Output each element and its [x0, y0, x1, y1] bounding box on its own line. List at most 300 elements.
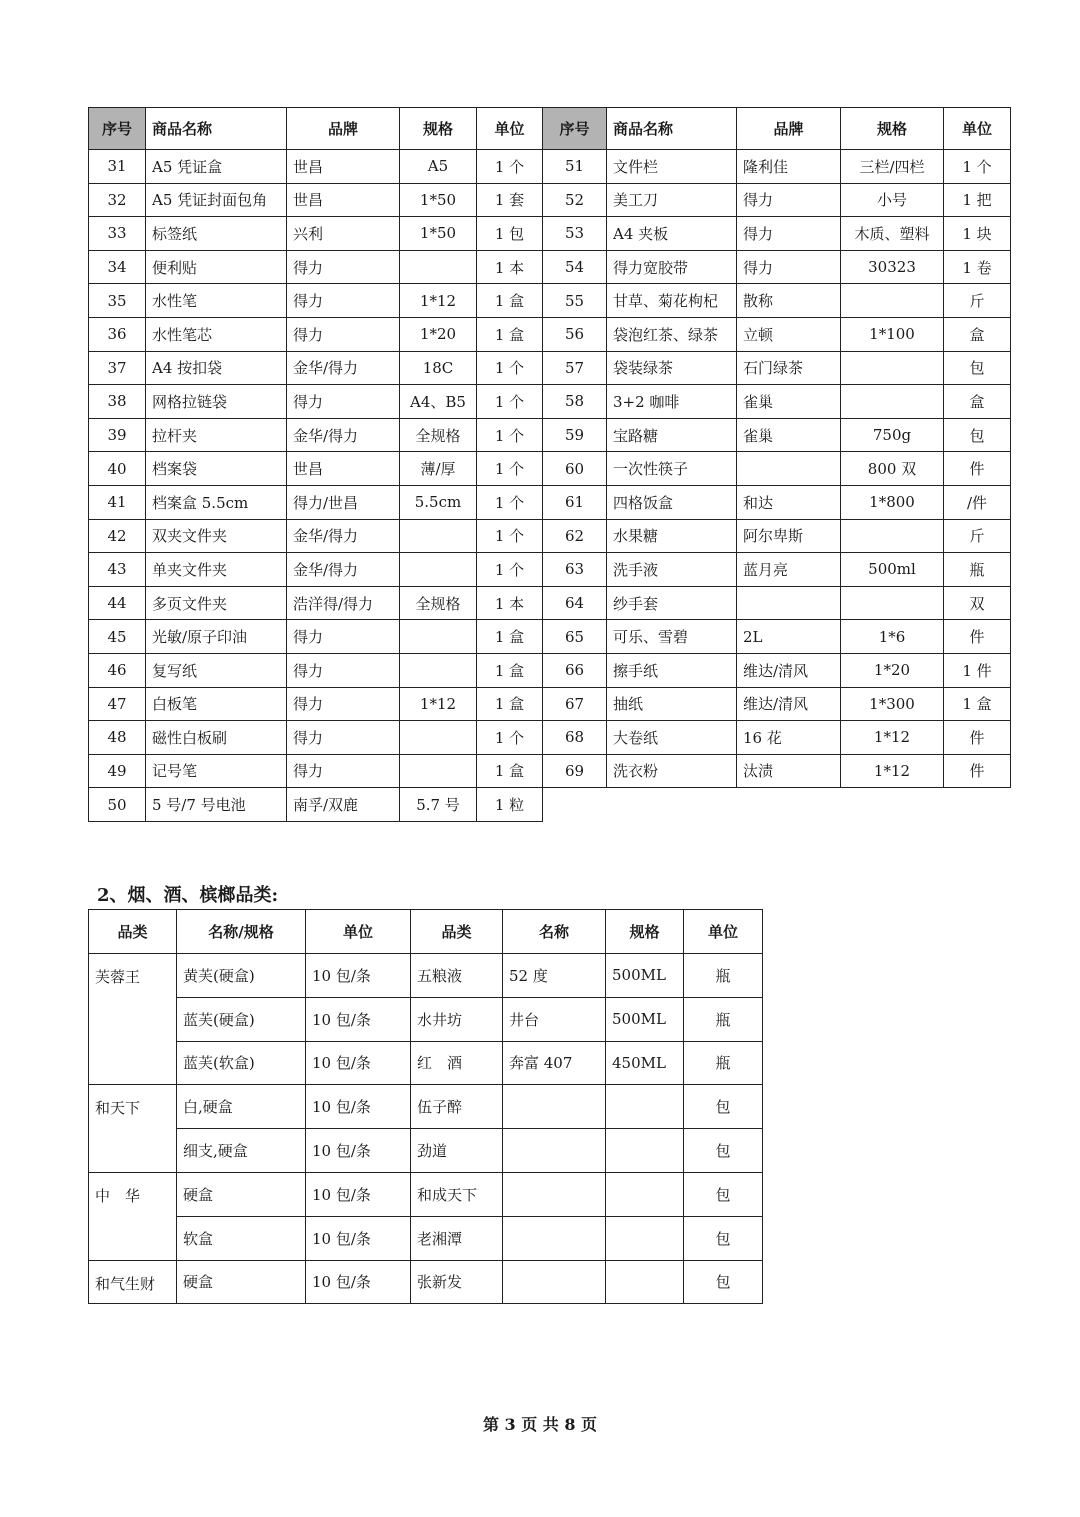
tobacco-name-cell: 白,硬盒: [177, 1085, 306, 1129]
liquor-unit-cell: 包: [684, 1260, 763, 1304]
tobacco-liquor-table: [88, 909, 763, 1304]
seq-cell: 67: [543, 687, 607, 721]
spec-cell: 1*6: [841, 620, 944, 654]
tobacco-category-cell: 和气生财: [89, 1260, 177, 1304]
table-row: [89, 954, 763, 998]
liquor-spec-cell: 450ML: [606, 1041, 684, 1085]
product-name-cell: 洗衣粉: [607, 754, 737, 788]
table-row: [89, 620, 1011, 654]
unit-cell: 盒: [944, 385, 1011, 419]
product-name-cell: 拉杆夹: [146, 418, 287, 452]
unit-cell: 盒: [944, 317, 1011, 351]
seq-cell: 32: [89, 183, 146, 217]
unit-cell: 1 盒: [477, 620, 543, 654]
seq-cell: 39: [89, 418, 146, 452]
unit-cell: 瓶: [944, 553, 1011, 587]
tobacco-category-cell: 和天下: [89, 1085, 177, 1129]
brand-cell: 得力: [287, 754, 400, 788]
spec-cell: 1*50: [400, 183, 477, 217]
seq-cell: 47: [89, 687, 146, 721]
spec-cell: [400, 653, 477, 687]
seq-cell: 37: [89, 351, 146, 385]
brand-cell: [737, 452, 841, 486]
unit-cell: 1 个: [477, 721, 543, 755]
unit-cell: 1 本: [477, 250, 543, 284]
unit-cell: 1 盒: [477, 284, 543, 318]
brand-cell: 阿尔卑斯: [737, 519, 841, 553]
brand-cell: 得力: [287, 653, 400, 687]
table-row: [89, 1085, 763, 1129]
brand-cell: 得力: [737, 183, 841, 217]
product-name-cell: 纱手套: [607, 586, 737, 620]
product-name-cell: 水性笔: [146, 284, 287, 318]
unit-cell: 1 个: [477, 385, 543, 419]
spec-cell: 1*12: [400, 284, 477, 318]
spec-cell: 1*50: [400, 217, 477, 251]
unit-cell: 1 个: [477, 351, 543, 385]
seq-cell: 60: [543, 452, 607, 486]
unit-cell: 1 个: [477, 485, 543, 519]
liquor-spec-cell: [606, 1260, 684, 1304]
tobacco-category-cell: 芙蓉王: [89, 954, 177, 998]
header-cell: 规格: [841, 108, 944, 150]
liquor-unit-cell: 瓶: [684, 1041, 763, 1085]
product-name-cell: 宝路糖: [607, 418, 737, 452]
brand-cell: 2L: [737, 620, 841, 654]
header-cell: 规格: [606, 910, 684, 954]
unit-cell: 斤: [944, 519, 1011, 553]
tobacco-name-cell: 黄芙(硬盒): [177, 954, 306, 998]
table-row: [89, 653, 1011, 687]
table-row: [89, 1041, 763, 1085]
tobacco-unit-cell: 10 包/条: [306, 1260, 411, 1304]
spec-cell: 1*300: [841, 687, 944, 721]
product-name-cell: 标签纸: [146, 217, 287, 251]
liquor-unit-cell: 包: [684, 1172, 763, 1216]
header-cell: 规格: [400, 108, 477, 150]
unit-cell: 1 个: [477, 418, 543, 452]
liquor-name-cell: [503, 1260, 606, 1304]
table-row: [89, 452, 1011, 486]
product-name-cell: 抽纸: [607, 687, 737, 721]
table-row: [89, 284, 1011, 318]
office-supplies-table: [88, 107, 1011, 822]
header-cell: 商品名称: [146, 108, 287, 150]
tobacco-unit-cell: 10 包/条: [306, 1172, 411, 1216]
product-name-cell: 四格饭盒: [607, 485, 737, 519]
spec-cell: [400, 519, 477, 553]
brand-cell: [737, 586, 841, 620]
liquor-name-cell: [503, 1085, 606, 1129]
tobacco-unit-cell: 10 包/条: [306, 1216, 411, 1260]
table-row: [89, 1172, 763, 1216]
empty-area: [543, 788, 1011, 822]
spec-cell: 1*800: [841, 485, 944, 519]
unit-cell: 1 个: [944, 150, 1011, 184]
brand-cell: 得力: [737, 250, 841, 284]
header-cell: 商品名称: [607, 108, 737, 150]
product-name-cell: 网格拉链袋: [146, 385, 287, 419]
liquor-category-cell: 和成天下: [411, 1172, 503, 1216]
seq-cell: 63: [543, 553, 607, 587]
brand-cell: 得力: [287, 721, 400, 755]
seq-cell: 38: [89, 385, 146, 419]
tobacco-unit-cell: 10 包/条: [306, 1085, 411, 1129]
spec-cell: 薄/厚: [400, 452, 477, 486]
brand-cell: 雀巢: [737, 418, 841, 452]
product-name-cell: A5 凭证封面包角: [146, 183, 287, 217]
product-name-cell: 得力宽胶带: [607, 250, 737, 284]
spec-cell: [841, 284, 944, 318]
tobacco-unit-cell: 10 包/条: [306, 954, 411, 998]
product-name-cell: 记号笔: [146, 754, 287, 788]
table-row: [89, 1216, 763, 1260]
seq-cell: 48: [89, 721, 146, 755]
liquor-name-cell: 井台: [503, 997, 606, 1041]
spec-cell: 500ml: [841, 553, 944, 587]
seq-cell: 65: [543, 620, 607, 654]
spec-cell: [400, 620, 477, 654]
spec-cell: 5.5cm: [400, 485, 477, 519]
table-row: [89, 217, 1011, 251]
brand-cell: 立顿: [737, 317, 841, 351]
table-row: [89, 418, 1011, 452]
product-name-cell: 档案袋: [146, 452, 287, 486]
table-header-row: [89, 108, 1011, 150]
tobacco-unit-cell: 10 包/条: [306, 1129, 411, 1173]
seq-cell: 36: [89, 317, 146, 351]
liquor-name-cell: 52 度: [503, 954, 606, 998]
section-title: 2、烟、酒、槟榔品类:: [97, 885, 279, 906]
unit-cell: 斤: [944, 284, 1011, 318]
header-cell: 名称/规格: [177, 910, 306, 954]
product-name-cell: 复写纸: [146, 653, 287, 687]
unit-cell: 包: [944, 418, 1011, 452]
spec-cell: 1*12: [400, 687, 477, 721]
table-header-row: [89, 910, 763, 954]
header-cell: 序号: [543, 108, 607, 150]
seq-cell: 42: [89, 519, 146, 553]
table-row: [89, 754, 1011, 788]
seq-cell: 44: [89, 586, 146, 620]
liquor-unit-cell: 包: [684, 1085, 763, 1129]
liquor-name-cell: [503, 1172, 606, 1216]
header-cell: 名称: [503, 910, 606, 954]
tobacco-category-cell: [89, 1041, 177, 1085]
seq-cell: 58: [543, 385, 607, 419]
brand-cell: 16 花: [737, 721, 841, 755]
table-row: [89, 553, 1011, 587]
liquor-name-cell: 奔富 407: [503, 1041, 606, 1085]
header-cell: 品牌: [287, 108, 400, 150]
unit-cell: /件: [944, 485, 1011, 519]
table-row: [89, 351, 1011, 385]
table-row: [89, 997, 763, 1041]
spec-cell: 18C: [400, 351, 477, 385]
seq-cell: 62: [543, 519, 607, 553]
seq-cell: 41: [89, 485, 146, 519]
page-number: 第 3 页 共 8 页: [482, 1415, 598, 1434]
liquor-spec-cell: [606, 1216, 684, 1260]
brand-cell: 得力: [287, 687, 400, 721]
table-row: [89, 250, 1011, 284]
seq-cell: 55: [543, 284, 607, 318]
tobacco-unit-cell: 10 包/条: [306, 1041, 411, 1085]
brand-cell: 得力: [287, 385, 400, 419]
brand-cell: 散称: [737, 284, 841, 318]
table-row: [89, 317, 1011, 351]
spec-cell: [400, 754, 477, 788]
table-row: [89, 687, 1011, 721]
liquor-category-cell: 老湘潭: [411, 1216, 503, 1260]
brand-cell: 兴利: [287, 217, 400, 251]
product-name-cell: 文件栏: [607, 150, 737, 184]
product-name-cell: 洗手液: [607, 553, 737, 587]
liquor-name-cell: [503, 1129, 606, 1173]
liquor-category-cell: 劲道: [411, 1129, 503, 1173]
seq-cell: 50: [89, 788, 146, 822]
spec-cell: [400, 721, 477, 755]
product-name-cell: 擦手纸: [607, 653, 737, 687]
table-row: [89, 586, 1011, 620]
seq-cell: 35: [89, 284, 146, 318]
brand-cell: 得力: [737, 217, 841, 251]
brand-cell: 南孚/双鹿: [287, 788, 400, 822]
tobacco-name-cell: 硬盒: [177, 1172, 306, 1216]
brand-cell: 维达/清风: [737, 687, 841, 721]
tobacco-name-cell: 蓝芙(软盒): [177, 1041, 306, 1085]
seq-cell: 40: [89, 452, 146, 486]
product-name-cell: 白板笔: [146, 687, 287, 721]
liquor-category-cell: 五粮液: [411, 954, 503, 998]
header-cell: 单位: [477, 108, 543, 150]
unit-cell: 1 套: [477, 183, 543, 217]
header-cell: 单位: [944, 108, 1011, 150]
spec-cell: 三栏/四栏: [841, 150, 944, 184]
spec-cell: [841, 586, 944, 620]
unit-cell: 1 个: [477, 519, 543, 553]
liquor-spec-cell: 500ML: [606, 954, 684, 998]
header-cell: 单位: [306, 910, 411, 954]
unit-cell: 件: [944, 721, 1011, 755]
spec-cell: 木质、塑料: [841, 217, 944, 251]
unit-cell: 1 个: [477, 452, 543, 486]
liquor-name-cell: [503, 1216, 606, 1260]
product-name-cell: 袋装绿茶: [607, 351, 737, 385]
tobacco-category-cell: [89, 997, 177, 1041]
spec-cell: 1*20: [841, 653, 944, 687]
product-name-cell: 便利贴: [146, 250, 287, 284]
product-name-cell: 光敏/原子印油: [146, 620, 287, 654]
liquor-unit-cell: 瓶: [684, 997, 763, 1041]
product-name-cell: A4 按扣袋: [146, 351, 287, 385]
table-row: [89, 519, 1011, 553]
spec-cell: 750g: [841, 418, 944, 452]
tobacco-name-cell: 硬盒: [177, 1260, 306, 1304]
seq-cell: 43: [89, 553, 146, 587]
unit-cell: 1 包: [477, 217, 543, 251]
header-cell: 品类: [411, 910, 503, 954]
product-name-cell: 大卷纸: [607, 721, 737, 755]
product-name-cell: 水果糖: [607, 519, 737, 553]
product-name-cell: 甘草、菊花枸杞: [607, 284, 737, 318]
unit-cell: 1 卷: [944, 250, 1011, 284]
header-cell: 单位: [684, 910, 763, 954]
spec-cell: 小号: [841, 183, 944, 217]
seq-cell: 56: [543, 317, 607, 351]
tobacco-category-cell: [89, 1216, 177, 1260]
seq-cell: 46: [89, 653, 146, 687]
unit-cell: 1 个: [477, 150, 543, 184]
brand-cell: 和达: [737, 485, 841, 519]
seq-cell: 31: [89, 150, 146, 184]
header-cell: 序号: [89, 108, 146, 150]
unit-cell: 件: [944, 620, 1011, 654]
tobacco-name-cell: 蓝芙(硬盒): [177, 997, 306, 1041]
spec-cell: [400, 250, 477, 284]
liquor-category-cell: 红 酒: [411, 1041, 503, 1085]
unit-cell: 1 盒: [477, 754, 543, 788]
spec-cell: [841, 519, 944, 553]
product-name-cell: 3+2 咖啡: [607, 385, 737, 419]
seq-cell: 53: [543, 217, 607, 251]
unit-cell: 1 盒: [477, 317, 543, 351]
brand-cell: 世昌: [287, 150, 400, 184]
table-row: [89, 150, 1011, 184]
seq-cell: 54: [543, 250, 607, 284]
unit-cell: 1 块: [944, 217, 1011, 251]
product-name-cell: 可乐、雪碧: [607, 620, 737, 654]
seq-cell: 51: [543, 150, 607, 184]
spec-cell: 全规格: [400, 586, 477, 620]
product-name-cell: 档案盒 5.5cm: [146, 485, 287, 519]
unit-cell: 1 粒: [477, 788, 543, 822]
unit-cell: 1 盒: [477, 687, 543, 721]
unit-cell: 1 盒: [477, 653, 543, 687]
brand-cell: 雀巢: [737, 385, 841, 419]
spec-cell: [400, 553, 477, 587]
header-cell: 品牌: [737, 108, 841, 150]
brand-cell: 金华/得力: [287, 418, 400, 452]
spec-cell: 30323: [841, 250, 944, 284]
seq-cell: 66: [543, 653, 607, 687]
spec-cell: 1*100: [841, 317, 944, 351]
brand-cell: 浩洋得/得力: [287, 586, 400, 620]
unit-cell: 件: [944, 452, 1011, 486]
product-name-cell: 美工刀: [607, 183, 737, 217]
unit-cell: 1 把: [944, 183, 1011, 217]
seq-cell: 57: [543, 351, 607, 385]
table-row: [89, 1129, 763, 1173]
spec-cell: 800 双: [841, 452, 944, 486]
liquor-spec-cell: [606, 1172, 684, 1216]
seq-cell: 45: [89, 620, 146, 654]
liquor-spec-cell: [606, 1129, 684, 1173]
tobacco-category-cell: 中 华: [89, 1172, 177, 1216]
seq-cell: 34: [89, 250, 146, 284]
product-name-cell: 单夹文件夹: [146, 553, 287, 587]
liquor-unit-cell: 瓶: [684, 954, 763, 998]
seq-cell: 52: [543, 183, 607, 217]
brand-cell: 蓝月亮: [737, 553, 841, 587]
liquor-category-cell: 张新发: [411, 1260, 503, 1304]
liquor-unit-cell: 包: [684, 1129, 763, 1173]
table-row: [89, 485, 1011, 519]
seq-cell: 33: [89, 217, 146, 251]
spec-cell: 全规格: [400, 418, 477, 452]
product-name-cell: 双夹文件夹: [146, 519, 287, 553]
liquor-unit-cell: 包: [684, 1216, 763, 1260]
spec-cell: [841, 351, 944, 385]
table-row: [89, 721, 1011, 755]
liquor-category-cell: 伍子醉: [411, 1085, 503, 1129]
spec-cell: 1*12: [841, 721, 944, 755]
unit-cell: 1 盒: [944, 687, 1011, 721]
unit-cell: 件: [944, 754, 1011, 788]
table-row: [89, 183, 1011, 217]
product-name-cell: 一次性筷子: [607, 452, 737, 486]
unit-cell: 包: [944, 351, 1011, 385]
seq-cell: 69: [543, 754, 607, 788]
spec-cell: A5: [400, 150, 477, 184]
spec-cell: 5.7 号: [400, 788, 477, 822]
unit-cell: 1 个: [477, 553, 543, 587]
spec-cell: A4、B5: [400, 385, 477, 419]
unit-cell: 双: [944, 586, 1011, 620]
seq-cell: 59: [543, 418, 607, 452]
tobacco-unit-cell: 10 包/条: [306, 997, 411, 1041]
liquor-category-cell: 水井坊: [411, 997, 503, 1041]
product-name-cell: 水性笔芯: [146, 317, 287, 351]
brand-cell: 得力: [287, 284, 400, 318]
brand-cell: 世昌: [287, 183, 400, 217]
product-name-cell: A5 凭证盒: [146, 150, 287, 184]
unit-cell: 1 件: [944, 653, 1011, 687]
table-row: [89, 385, 1011, 419]
brand-cell: 得力: [287, 317, 400, 351]
liquor-spec-cell: [606, 1085, 684, 1129]
product-name-cell: 袋泡红茶、绿茶: [607, 317, 737, 351]
product-name-cell: 多页文件夹: [146, 586, 287, 620]
brand-cell: 维达/清风: [737, 653, 841, 687]
header-cell: 品类: [89, 910, 177, 954]
brand-cell: 汰渍: [737, 754, 841, 788]
brand-cell: 金华/得力: [287, 519, 400, 553]
table-row: [89, 788, 1011, 822]
seq-cell: 49: [89, 754, 146, 788]
liquor-spec-cell: 500ML: [606, 997, 684, 1041]
table-row: [89, 1260, 763, 1304]
brand-cell: 得力: [287, 620, 400, 654]
spec-cell: 1*20: [400, 317, 477, 351]
brand-cell: 金华/得力: [287, 553, 400, 587]
seq-cell: 68: [543, 721, 607, 755]
spec-cell: [841, 385, 944, 419]
brand-cell: 隆利佳: [737, 150, 841, 184]
unit-cell: 1 本: [477, 586, 543, 620]
tobacco-name-cell: 细支,硬盒: [177, 1129, 306, 1173]
spec-cell: 1*12: [841, 754, 944, 788]
brand-cell: 金华/得力: [287, 351, 400, 385]
product-name-cell: 磁性白板刷: [146, 721, 287, 755]
product-name-cell: A4 夹板: [607, 217, 737, 251]
brand-cell: 得力: [287, 250, 400, 284]
brand-cell: 世昌: [287, 452, 400, 486]
seq-cell: 61: [543, 485, 607, 519]
tobacco-category-cell: [89, 1129, 177, 1173]
brand-cell: 石门绿茶: [737, 351, 841, 385]
tobacco-name-cell: 软盒: [177, 1216, 306, 1260]
